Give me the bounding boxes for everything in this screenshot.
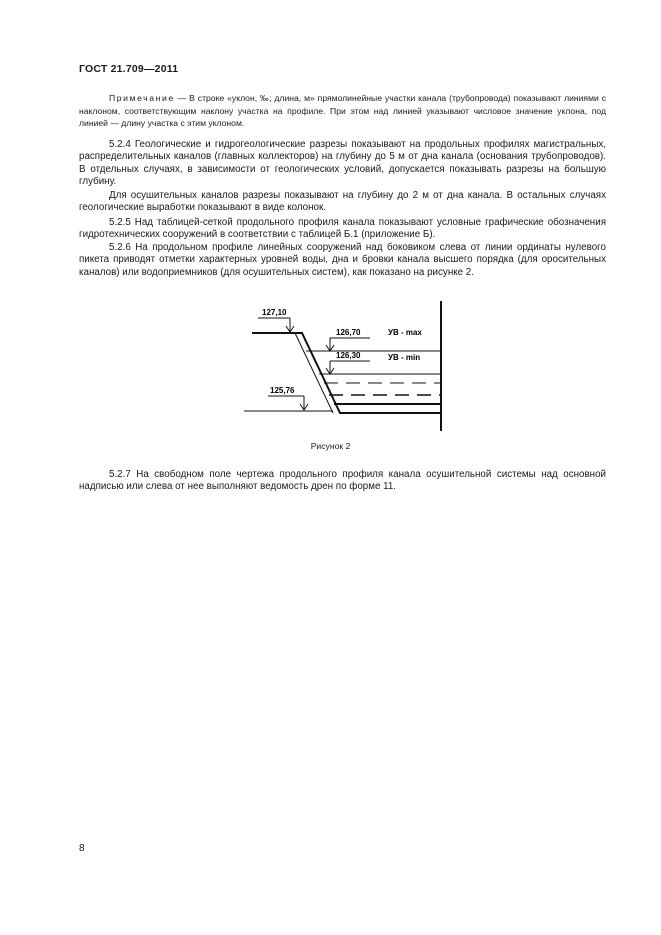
paragraph-5-2-4-drainage: Для осушительных каналов разрезы показывают на глубину до 2 м от дна канала. В остальных случаях геологические выработки показывают в виде колонок. xyxy=(79,190,606,214)
paragraph-5-2-7: 5.2.7 На свободном поле чертежа продольного профиля канала осушительной системы над основной надписью или слева от нее выполняют ведомость дрен по форме 11. xyxy=(79,469,606,493)
figure-caption: Рисунок 2 xyxy=(310,441,351,451)
note-label: Примечание xyxy=(109,93,175,103)
document-code-header: ГОСТ 21.709—2011 xyxy=(79,63,179,75)
paragraph-5-2-5: 5.2.5 Над таблицей-сеткой продольного профиля канала показывают условные графические обозначения гидротехнических сооружений в соответствии с таблицей Б.1 (приложение Б). xyxy=(79,217,606,241)
mark-uv-min-value: 126,30 xyxy=(336,351,361,360)
note-paragraph xyxy=(79,92,606,130)
note-text: — В строке «уклон, ‰; длина, м» прямолинейные участки канала (трубопровода) показывают линиями с наклоном, соответствующим наклону участка на профиле. При этом над линией указывают числовое значение уклона, под линией — длину участка с этим уклоном. xyxy=(79,93,606,129)
canal-section-drawing xyxy=(240,301,450,441)
mark-top-bank-label: 127,10 xyxy=(262,308,287,317)
mark-bottom-value: 125,76 xyxy=(270,386,295,395)
page-number: 8 xyxy=(79,843,85,854)
figure-2-canal-section xyxy=(240,301,450,441)
paragraph-5-2-6: 5.2.6 На продольном профиле линейных сооружений над боковиком слева от линии ординаты нулевого пикета приводят отметки характерных уровней воды, дна и бровки канала высшего порядка (для оросительных каналов) или водоприемников (для осушительных систем), как показано на рисунке 2. xyxy=(79,242,606,278)
uv-min-label: УВ - min xyxy=(388,353,421,362)
canal-slope-inner-line xyxy=(295,333,333,413)
canal-profile-line xyxy=(252,333,441,413)
uv-max-label: УВ - max xyxy=(388,328,422,337)
note-block xyxy=(79,92,606,130)
mark-uv-max-value: 126,70 xyxy=(336,328,361,337)
paragraph-5-2-4: 5.2.4 Геологические и гидрогеологические разрезы показывают на продольных профилях магистральных, распределительных каналов (главных коллекторов) на глубину до 5 м от дна канала (основания трубопроводов). В отдельных случаях, в зависимости от геологических условий, допускается показывать разрезы на большую глубину. xyxy=(79,139,606,188)
